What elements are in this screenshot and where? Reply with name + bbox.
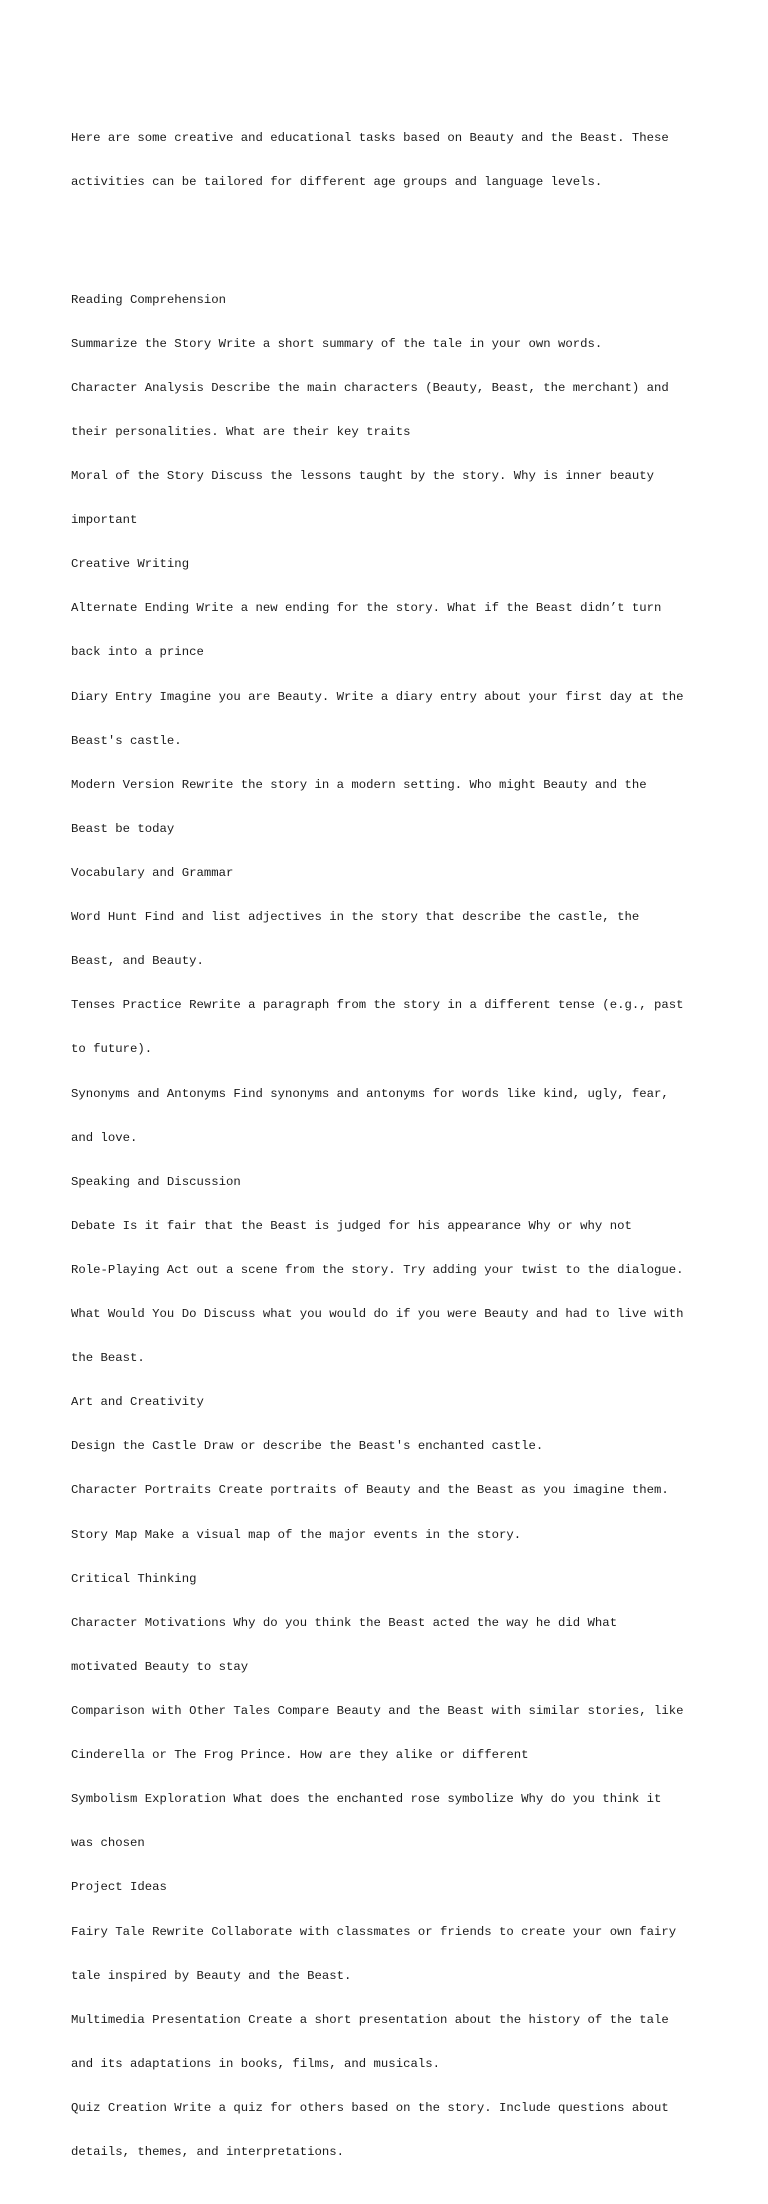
text-line: Beast be today xyxy=(71,821,175,836)
text-line: Fairy Tale Rewrite Collaborate with classmates or friends to create your own fairy xyxy=(71,1924,677,1939)
text-line: tale inspired by Beauty and the Beast. xyxy=(71,1968,352,1983)
text-line: back into a prince xyxy=(71,645,204,660)
text-line: Debate Is it fair that the Beast is judged for his appearance Why or why not xyxy=(71,1218,632,1233)
text-line: Beast, and Beauty. xyxy=(71,954,204,969)
text-line: to future). xyxy=(71,1042,153,1057)
document-page xyxy=(71,72,711,2204)
section-heading-vocabulary-grammar: Vocabulary and Grammar xyxy=(71,865,234,880)
text-line: Word Hunt Find and list adjectives in the story that describe the castle, the xyxy=(71,910,640,925)
text-line: Diary Entry Imagine you are Beauty. Write a diary entry about your first day at the xyxy=(71,689,684,704)
text-line: details, themes, and interpretations. xyxy=(71,2145,345,2160)
intro-line: activities can be tailored for different age groups and language levels. xyxy=(71,174,603,189)
text-line: Story Map Make a visual map of the major events in the story. xyxy=(71,1527,522,1542)
text-line: important xyxy=(71,513,138,528)
text-line: motivated Beauty to stay xyxy=(71,1659,249,1674)
text-line: Multimedia Presentation Create a short presentation about the history of the tale xyxy=(71,2012,669,2027)
text-line: Design the Castle Draw or describe the Beast's enchanted castle. xyxy=(71,1439,544,1454)
text-line: Character Portraits Create portraits of Beauty and the Beast as you imagine them. xyxy=(71,1483,669,1498)
section-heading-art-creativity: Art and Creativity xyxy=(71,1395,204,1410)
text-line: Beast's castle. xyxy=(71,733,182,748)
text-line: Quiz Creation Write a quiz for others based on the story. Include questions about xyxy=(71,2101,669,2116)
section-heading-critical-thinking: Critical Thinking xyxy=(71,1571,197,1586)
section-heading-speaking-discussion: Speaking and Discussion xyxy=(71,1174,241,1189)
intro-line: Here are some creative and educational tasks based on Beauty and the Beast. These xyxy=(71,130,669,145)
text-line: Modern Version Rewrite the story in a modern setting. Who might Beauty and the xyxy=(71,777,647,792)
text-line: Comparison with Other Tales Compare Beauty and the Beast with similar stories, like xyxy=(71,1704,684,1719)
text-line: their personalities. What are their key traits xyxy=(71,424,411,439)
text-line: Alternate Ending Write a new ending for the story. What if the Beast didn’t turn xyxy=(71,601,662,616)
section-heading-project-ideas: Project Ideas xyxy=(71,1880,167,1895)
section-heading-creative-writing: Creative Writing xyxy=(71,557,190,572)
text-line: What Would You Do Discuss what you would do if you were Beauty and had to live with xyxy=(71,1307,684,1322)
text-line: Cinderella or The Frog Prince. How are they alike or different xyxy=(71,1748,529,1763)
text-line: and love. xyxy=(71,1130,138,1145)
text-line: Moral of the Story Discuss the lessons taught by the story. Why is inner beauty xyxy=(71,468,654,483)
text-line: the Beast. xyxy=(71,1351,145,1366)
text-line: Summarize the Story Write a short summary of the tale in your own words. xyxy=(71,336,603,351)
intro-paragraph xyxy=(71,101,711,219)
text-line: Character Motivations Why do you think the Beast acted the way he did What xyxy=(71,1615,618,1630)
text-line: was chosen xyxy=(71,1836,145,1851)
text-line: Role-Playing Act out a scene from the story. Try adding your twist to the dialogue. xyxy=(71,1262,684,1277)
text-line: Tenses Practice Rewrite a paragraph from the story in a different tense (e.g., past xyxy=(71,998,684,1013)
section-heading-reading-comprehension: Reading Comprehension xyxy=(71,292,226,307)
text-line: and its adaptations in books, films, and musicals. xyxy=(71,2056,440,2071)
text-line: Character Analysis Describe the main characters (Beauty, Beast, the merchant) and xyxy=(71,380,669,395)
text-line: Symbolism Exploration What does the enchanted rose symbolize Why do you think it xyxy=(71,1792,662,1807)
document-body xyxy=(71,263,711,2189)
text-line: Synonyms and Antonyms Find synonyms and antonyms for words like kind, ugly, fear, xyxy=(71,1086,669,1101)
